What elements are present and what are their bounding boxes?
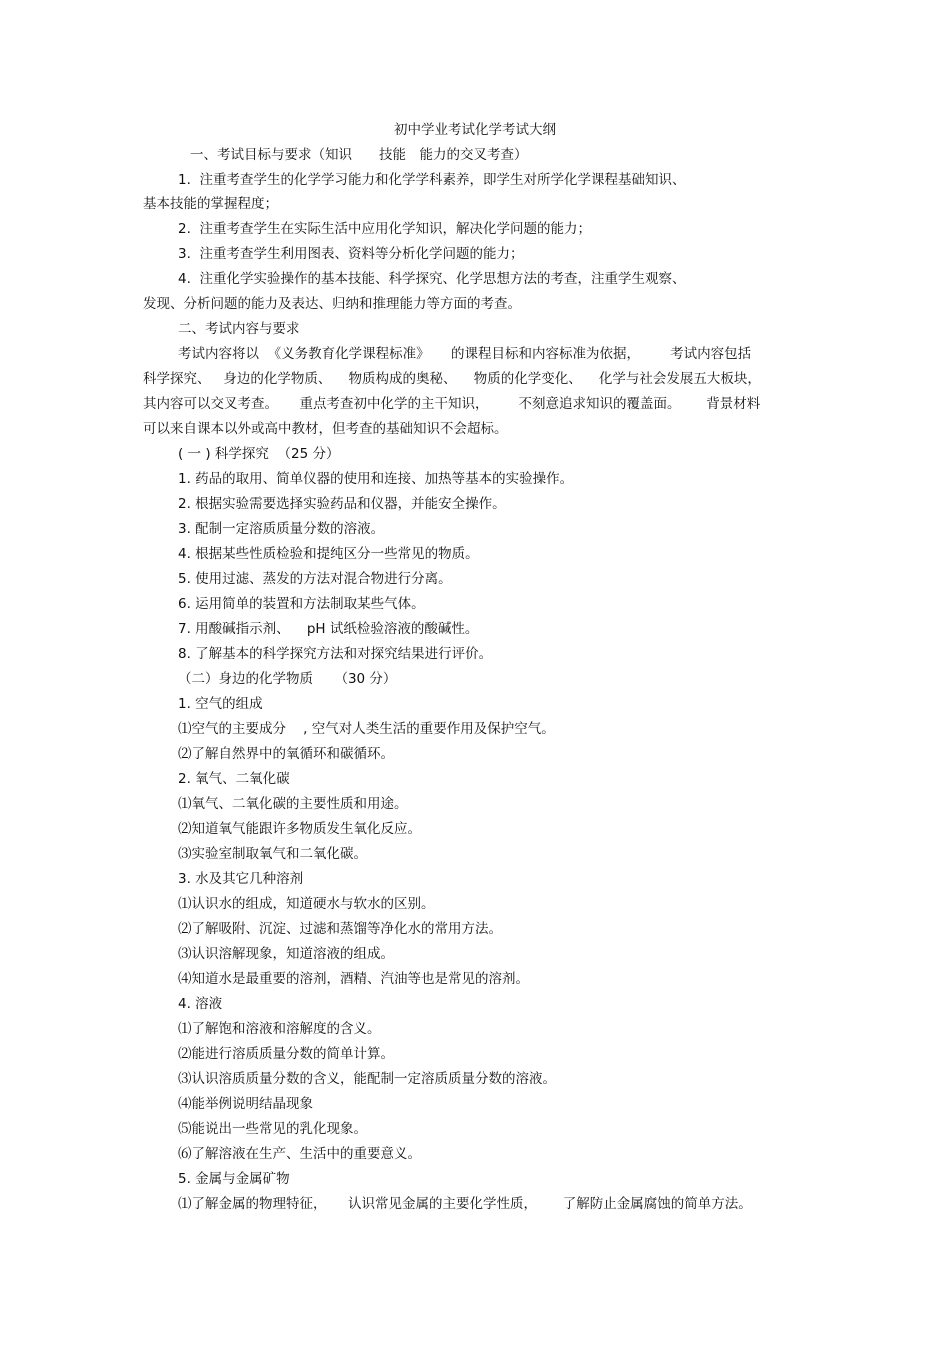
list-item: ⑵知道氧气能跟许多物质发生氧化反应。 [178,821,421,837]
list-item: ⑴认识水的组成，知道硬水与软水的区别。 [178,896,435,912]
topic-heading: 4. 溶液 [178,996,223,1012]
list-item: ⑴空气的主要成分 , 空气对人类生活的重要作用及保护空气。 [178,721,555,737]
list-item: ⑴氧气、二氧化碳的主要性质和用途。 [178,796,408,812]
list-item: 8. 了解基本的科学探究方法和对探究结果进行评价。 [178,646,493,662]
subsection-heading: ( 一 ) 科学探究 （25 分） [178,446,340,462]
topic-heading: 3. 水及其它几种溶剂 [178,871,304,887]
list-item: 2. 根据实验需要选择实验药品和仪器，并能安全操作。 [178,496,506,512]
paragraph-line: 可以来自课本以外或高中教材，但考查的基础知识不会超标。 [143,421,508,437]
paragraph-line: 2. 注重考查学生在实际生活中应用化学知识，解决化学问题的能力； [178,221,591,237]
topic-heading: 2. 氧气、二氧化碳 [178,771,290,787]
paragraph-line: 其内容可以交叉考查。 重点考查初中化学的主干知识， 不刻意追求知识的覆盖面。 背景材料 [143,396,761,412]
document-title: 初中学业考试化学考试大纲 [394,122,556,138]
list-item: 3. 配制一定溶质质量分数的溶液。 [178,521,385,537]
section-heading-1: 一、考试目标与要求（知识 技能 能力的交叉考查） [190,147,528,163]
list-item: ⑸能说出一些常见的乳化现象。 [178,1121,367,1137]
list-item: ⑴了解金属的物理特征， 认识常见金属的主要化学性质， 了解防止金属腐蚀的简单方法。 [178,1196,752,1212]
list-item: 7. 用酸碱指示剂、 pH 试纸检验溶液的酸碱性。 [178,621,479,637]
topic-heading: 1. 空气的组成 [178,696,263,712]
list-item: ⑴了解饱和溶液和溶解度的含义。 [178,1021,381,1037]
paragraph-line: 发现、分析问题的能力及表达、归纳和推理能力等方面的考查。 [143,296,521,312]
list-item: ⑶认识溶质质量分数的含义，能配制一定溶质质量分数的溶液。 [178,1071,556,1087]
paragraph-line: 考试内容将以 《义务教育化学课程标准》 的课程目标和内容标准为依据， 考试内容包括 [178,346,752,362]
section-heading-2: 二、考试内容与要求 [178,321,300,337]
list-item: ⑷能举例说明结晶现象 [178,1096,313,1112]
subsection-heading: （二）身边的化学物质 （30 分） [178,671,397,687]
list-item: ⑵了解自然界中的氧循环和碳循环。 [178,746,394,762]
paragraph-line: 1. 注重考查学生的化学学习能力和化学学科素养，即学生对所学化学课程基础知识、 [178,172,686,188]
list-item: ⑵了解吸附、沉淀、过滤和蒸馏等净化水的常用方法。 [178,921,502,937]
paragraph-line: 基本技能的掌握程度； [143,196,278,212]
list-item: ⑹了解溶液在生产、生活中的重要意义。 [178,1146,421,1162]
paragraph-line: 3. 注重考查学生利用图表、资料等分析化学问题的能力； [178,246,524,262]
paragraph-line: 4. 注重化学实验操作的基本技能、科学探究、化学思想方法的考查，注重学生观察、 [178,271,686,287]
list-item: 1. 药品的取用、简单仪器的使用和连接、加热等基本的实验操作。 [178,471,574,487]
topic-heading: 5. 金属与金属矿物 [178,1171,290,1187]
list-item: 5. 使用过滤、蒸发的方法对混合物进行分离。 [178,571,452,587]
paragraph-line: 科学探究、 身边的化学物质、 物质构成的奥秘、 物质的化学变化、 化学与社会发展五大板块， [143,371,761,387]
list-item: ⑶认识溶解现象，知道溶液的组成。 [178,946,394,962]
list-item: 6. 运用简单的装置和方法制取某些气体。 [178,596,425,612]
list-item: ⑶实验室制取氧气和二氧化碳。 [178,846,367,862]
list-item: ⑵能进行溶质质量分数的简单计算。 [178,1046,394,1062]
list-item: 4. 根据某些性质检验和提纯区分一些常见的物质。 [178,546,479,562]
list-item: ⑷知道水是最重要的溶剂，酒精、汽油等也是常见的溶剂。 [178,971,529,987]
